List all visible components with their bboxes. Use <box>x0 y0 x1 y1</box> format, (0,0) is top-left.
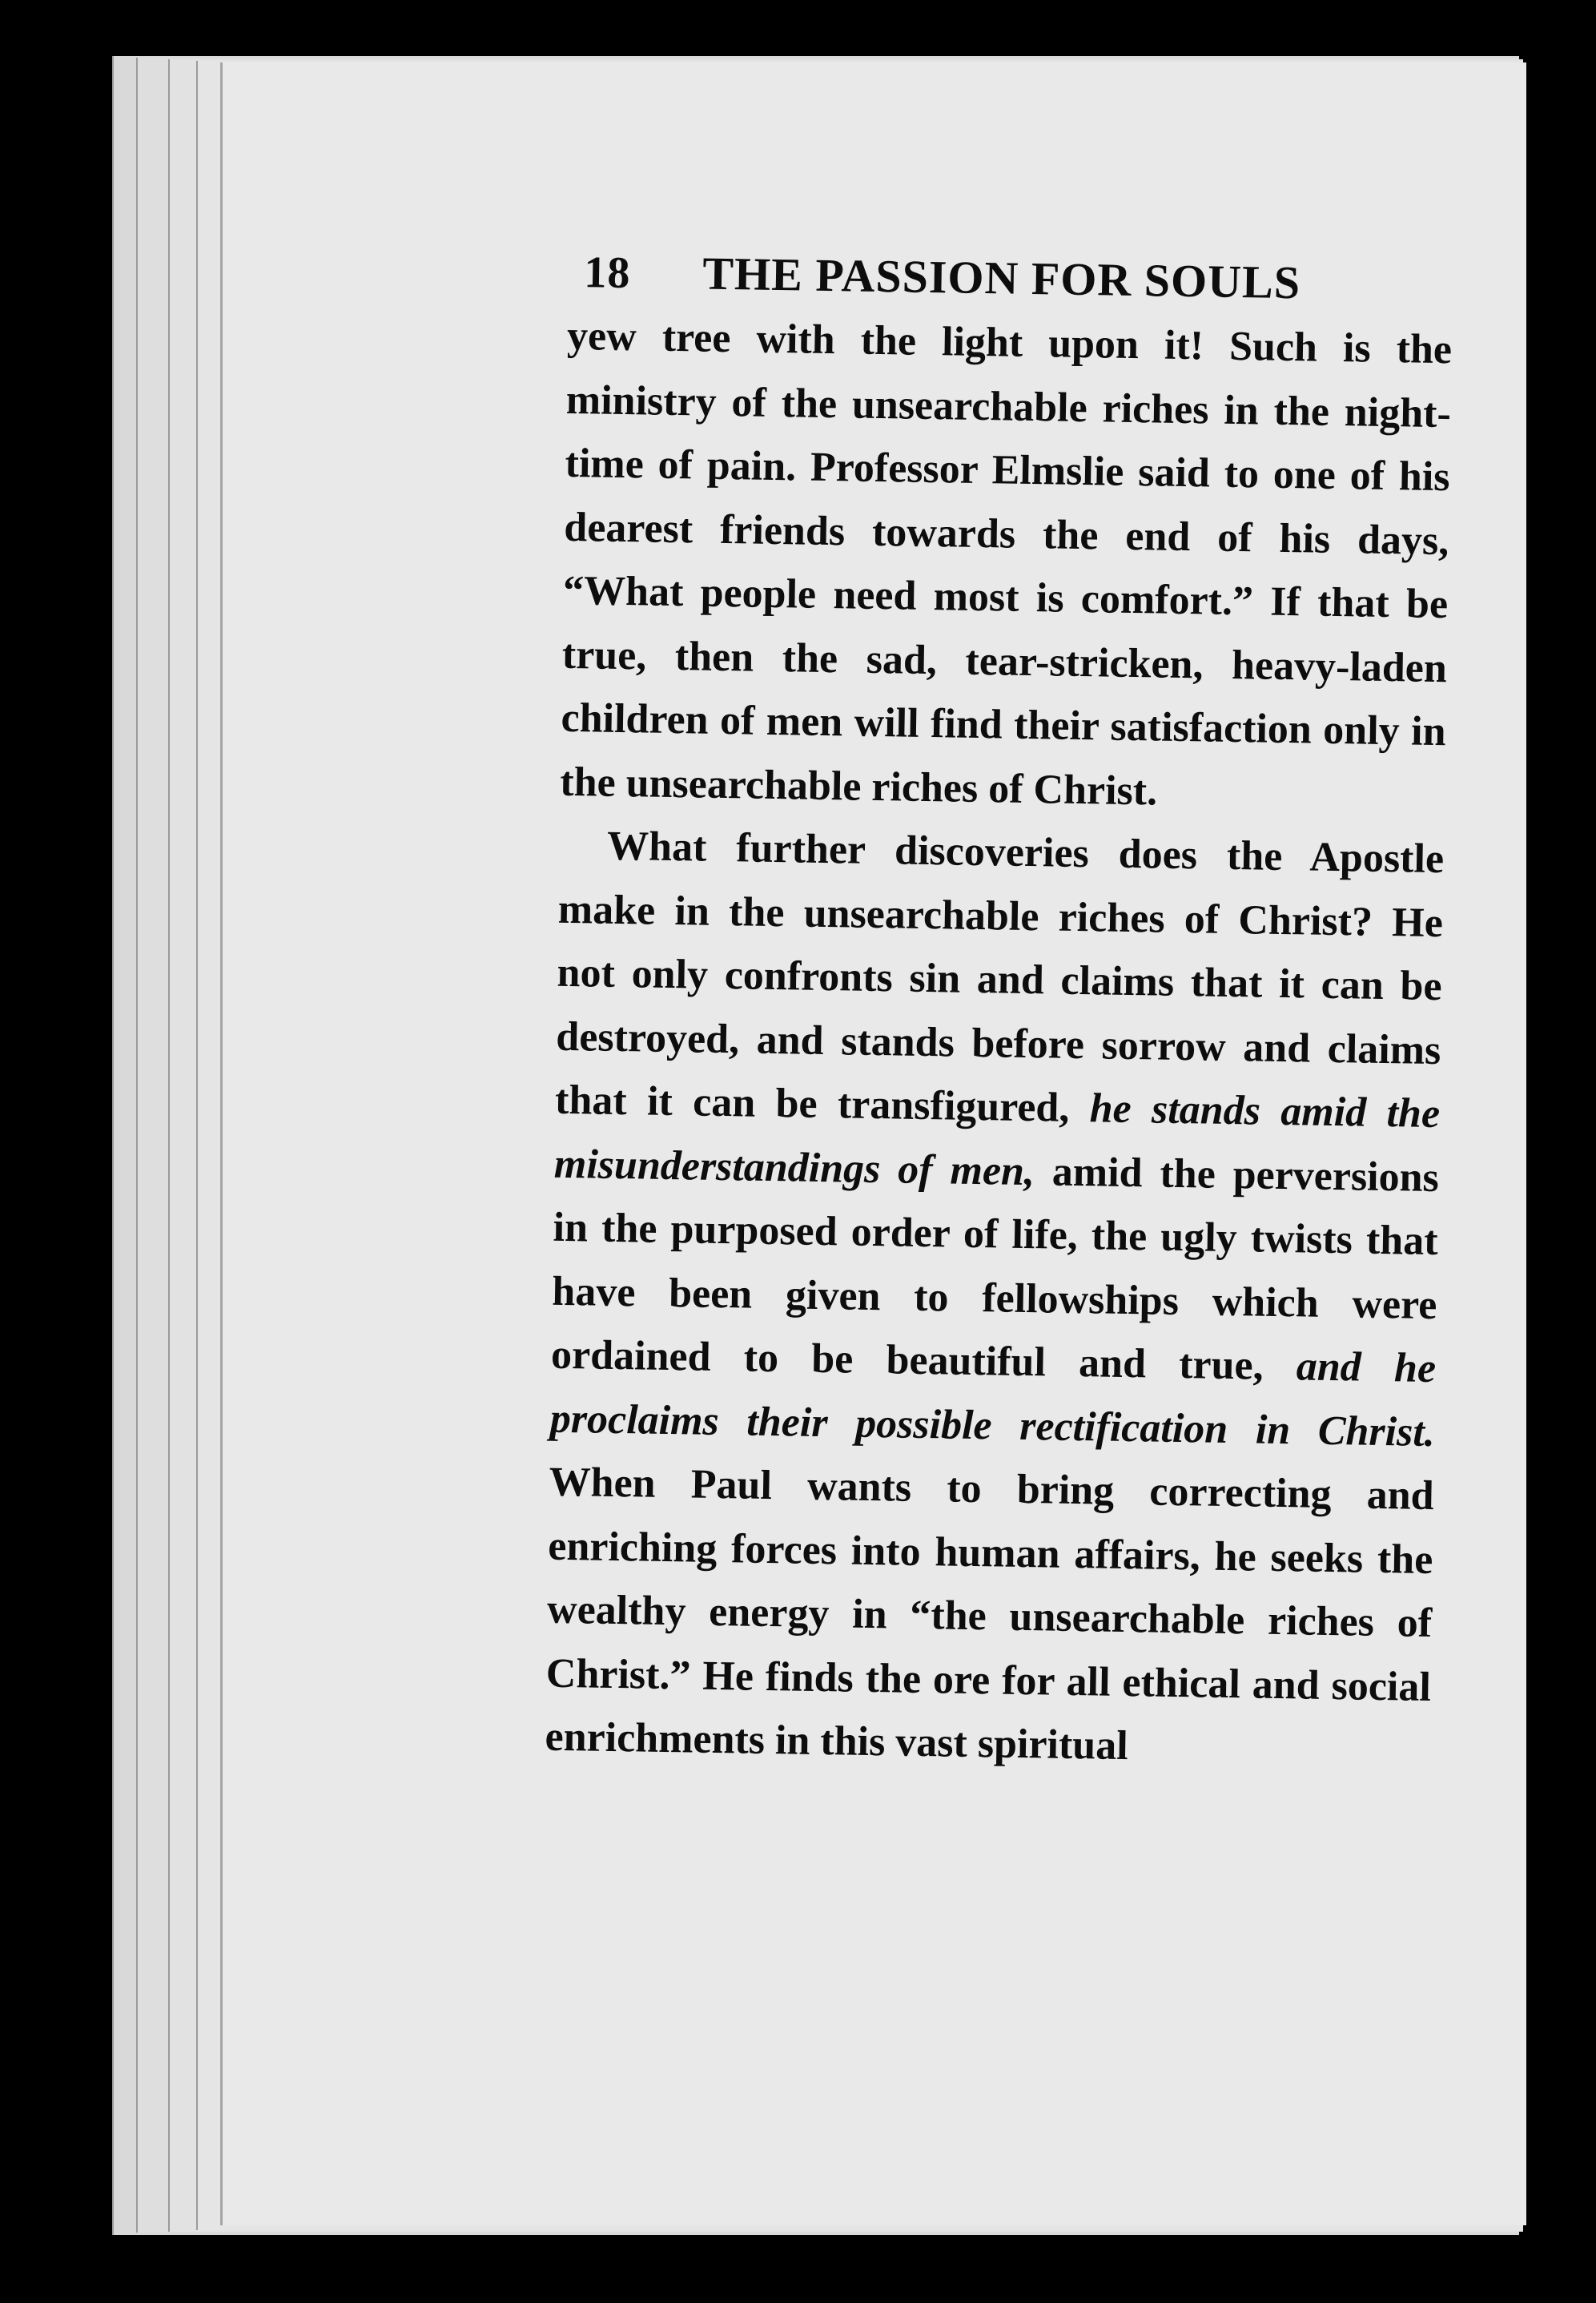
italic-segment: he stands amid the misunderstandings of men, <box>553 1085 1441 1194</box>
paragraph-2 <box>545 814 1445 1783</box>
text-segment: What further discoveries does the Apostle make in the unsearchable riches of Christ? He not only confronts sin and claims that it can be destroyed, and stands before sorrow and claims that it can be transfigured, <box>554 823 1445 1132</box>
paragraph-1 <box>560 304 1453 827</box>
page-number: 18 <box>583 248 631 299</box>
text-segment: When Paul wants to bring correcting and enriching forces into human affairs, he seeks the wealthy energy in “the unsearchable riches of Christ.” He finds the ore for all ethical and social enrichments in this vast spiritual <box>545 1459 1434 1770</box>
italic-segment: and he proclaims their possible rectification in Christ. <box>549 1343 1437 1455</box>
body-text <box>545 304 1453 1783</box>
text-segment: yew tree with the light upon it! Such is the ministry of the unsearchable riches in the night-time of pain. Professor Elmslie said to one of his dearest friends towards the end of his days, “What people need most is comfort.” If that be true, then the sad, tear-stricken, heavy-laden children of men will find their satisfaction only in the unsearchable riches of Christ. <box>559 312 1453 814</box>
page-content <box>296 240 1506 1784</box>
text-segment: amid the perversions in the purposed order of life, the ugly twists that have been given to fellowships which were ordained to be beautiful and true, <box>550 1148 1440 1390</box>
header-title: THE PASSION FOR SOULS <box>702 247 1301 309</box>
